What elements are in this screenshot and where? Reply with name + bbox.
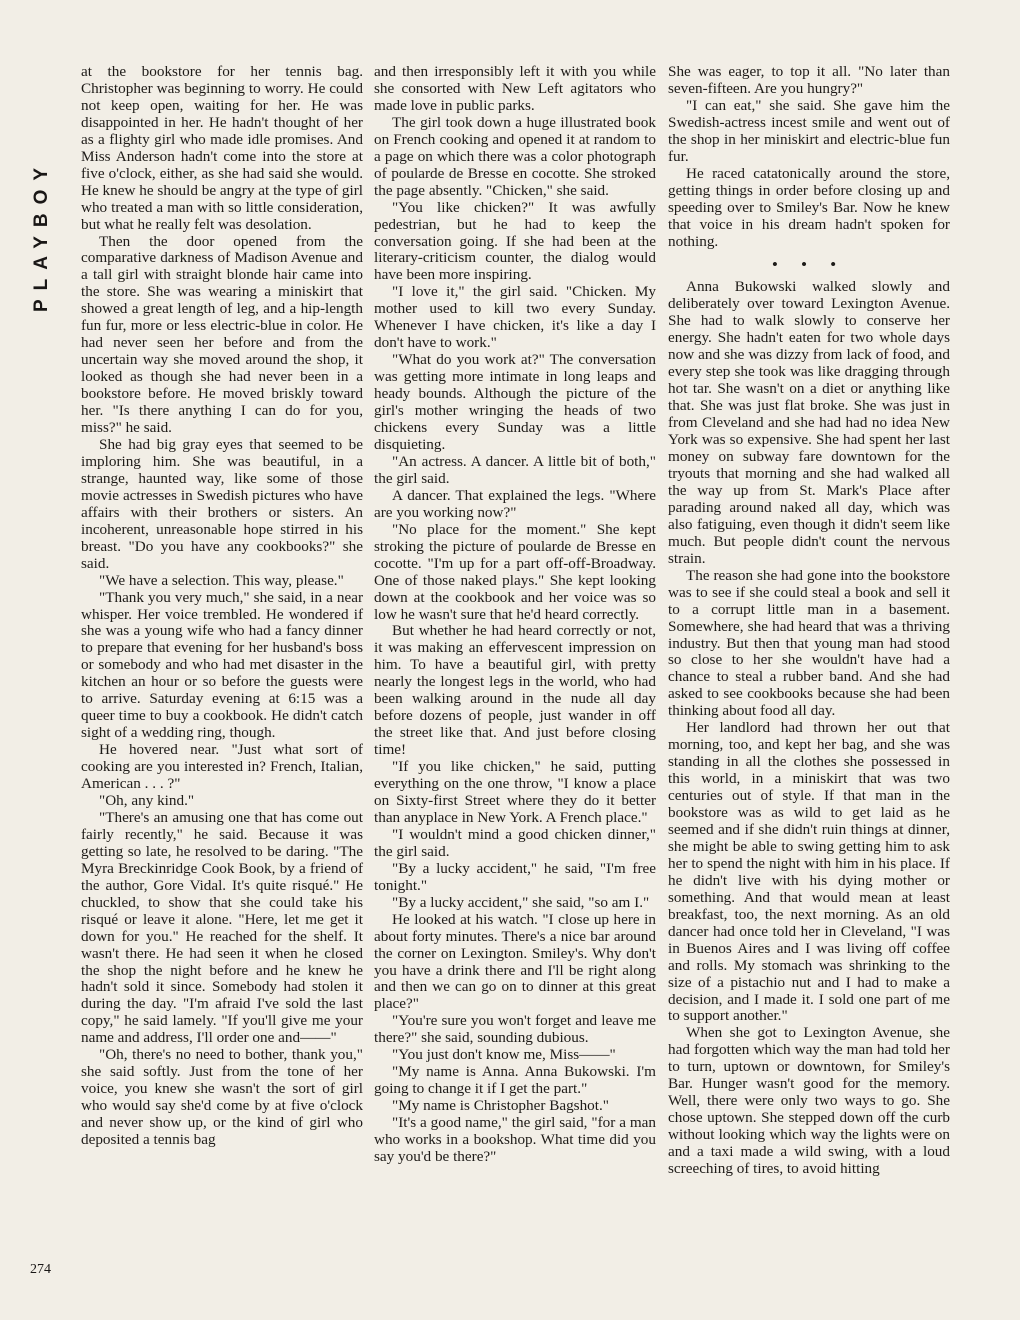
- paragraph: "An actress. A dancer. A little bit of both," the girl said.: [374, 452, 656, 487]
- paragraph: "My name is Christopher Bagshot.": [392, 1097, 609, 1115]
- paragraph: Anna Bukowski walked slowly and deliberately over toward Lexington Avenue. She had to walk slowly to conserve her energy. She hadn't eaten for two whole days now and she was dizzy from lack of food, and every step she took was like dragging through hot tar. She wasn't on a diet or anything like that. She was just flat broke. She was just in from Cleveland and she had had no idea New York was so expensive. She had spent her last money on subway fare downtown for the tryouts that morning and she had walked all the way up from St. Mark's Place after parading around naked all day, which was also fatiguing, even though it didn't seem like much. But people didn't count the nervous strain.: [668, 278, 950, 567]
- paragraph: "If you like chicken," he said, putting everything on the one throw, "I know a place on Sixty-first Street where they do it better than anyplace in New York. A French place.": [374, 758, 656, 826]
- paragraph: The reason she had gone into the bookstore was to see if she could steal a book and sell it to a corrupt little man in a basement. Somewhere, she had heard that was a thriving industry. But then that young man had stood so close to her she wouldn't have had a chance to steal a rubber band. And she had asked to see cookbooks because she had been thinking about food all day.: [668, 566, 950, 720]
- paragraph: "What do you work at?" The conversation was getting more intimate in long leaps and heady bounds. Although the picture of the girl's mother wringing the heads of two chickens every Sunday was a little disquieting.: [374, 351, 656, 453]
- paragraph: He hovered near. "Just what sort of cooking are you interested in? French, Italian, American . . . ?": [81, 741, 363, 793]
- paragraph: She had big gray eyes that seemed to be imploring him. She was beautiful, in a strange, haunted way, like some of those movie actresses in Swedish pictures who have affairs with their brothers or sisters. An incoherent, unreasonable hope stirred in his breast. "Do you have any cookbooks?" she said.: [81, 435, 363, 572]
- paragraph: The girl took down a huge illustrated book on French cooking and opened it at random to a page on which there was a color photograph of poularde de Bresse en cocotte. She stroked the page absently. "Chicken," she said.: [374, 113, 656, 199]
- masthead: [28, 62, 58, 322]
- page-number: 274: [30, 1262, 51, 1277]
- section-break: • • •: [772, 256, 846, 274]
- paragraph: "We have a selection. This way, please.": [99, 571, 344, 589]
- paragraph: "Oh, any kind.": [99, 791, 195, 809]
- paragraph: "You like chicken?" It was awfully pedestrian, but he had to keep the conversation going. If she had been at the literary-criticism counter, the dialog would have been more inspiring.: [374, 198, 656, 284]
- paragraph: "I wouldn't mind a good chicken dinner," the girl said.: [374, 825, 656, 860]
- paragraph: Then the door opened from the comparative darkness of Madison Avenue and a tall girl with straight blonde hair came into the store. She was wearing a miniskirt that showed a great length of leg, and a hip-length fun fur, more or less electric-blue in color. He had never seen her before and from the uncertain way she moved around the shop, it looked as though she had never been in a bookstore before. He moved briskly toward her. "Is there anything I can do for you, miss?" he said.: [81, 232, 363, 437]
- paragraph: He raced catatonically around the store, getting things in order before closing up and speeding over to Smiley's Bar. Now he knew that voice in his dream hadn't spoken for nothing.: [668, 164, 950, 250]
- paragraph: But whether he had heard correctly or not, it was making an effervescent impression on him. To have a beautiful girl, with pretty nearly the longest legs in the world, who had been walking around in the nude all day before dozens of people, just wander in off the street like that. And just before closing time!: [374, 622, 656, 759]
- text-column-1: [81, 64, 363, 1149]
- paragraph: A dancer. That explained the legs. "Where are you working now?": [374, 486, 656, 521]
- paragraph: "It's a good name," the girl said, "for a man who works in a bookshop. What time did you say you'd be there?": [374, 1114, 656, 1165]
- paragraph: "You're sure you won't forget and leave me there?" she said, sounding dubious.: [374, 1012, 656, 1047]
- paragraph: "There's an amusing one that has come out fairly recently," he said. Because it was getting so late, he resolved to be daring. "The Myra Breckinridge Cook Book, by a friend of the author, Gore Vidal. It's quite risqué." He chuckled, to show that she could take his risqué or leave it alone. "Here, let me get it down for you." He reached for the shelf. It wasn't there. He had seen it when he closed the shop the night before and he knew he hadn't sold it since. Somebody had stolen it during the day. "I'm afraid I've sold the last copy," he said lamely. "If you'll give me your name and address, I'll order one and——": [81, 808, 363, 1047]
- paragraph: "My name is Anna. Anna Bukowski. I'm going to change it if I get the part.": [374, 1063, 656, 1098]
- paragraph: "No place for the moment." She kept stroking the picture of poularde de Bresse en cocotte. "I'm up for a part off-off-Broadway. One of those naked plays." She kept looking down at the cookbook and her voice was so low he wasn't sure that he'd heard correctly.: [374, 520, 656, 623]
- text-column-3: [668, 64, 950, 1178]
- paragraph: "By a lucky accident," she said, "so am I.": [392, 893, 650, 911]
- paragraph: "Thank you very much," she said, in a near whisper. Her voice trembled. He wondered if she was a young wife who had a fancy dinner to prepare that evening for her husband's boss or somebody and who had met disaster in the kitchen an hour or so before the guests were to arrive. Saturday evening at 6:15 was a queer time to buy a cookbook. He didn't catch sight of a wedding ring, though.: [81, 588, 363, 742]
- paragraph: When she got to Lexington Avenue, she had forgotten which way the man had told her to turn, uptown or downtown, for Smiley's Bar. Hunger wasn't good for the memory. Well, there were only two ways to go. She chose uptown. She stepped down off the curb without looking which way the lights were on and a taxi made a wild swing, with a loud screeching of tires, to avoid hitting: [668, 1024, 950, 1178]
- paragraph: "Oh, there's no need to bother, thank you," she said softly. Just from the tone of her voice, you knew she wasn't the sort of girl who would say she'd come by at five o'clock and never show up, or the kind of girl who deposited a tennis bag: [81, 1046, 363, 1149]
- paragraph: and then irresponsibly left it with you while she consorted with New Left agitators who made love in public parks.: [374, 63, 656, 114]
- paragraph: "I love it," the girl said. "Chicken. My mother used to kill two every Sunday. Whenever I have chicken, it's like a day I don't have to work.": [374, 283, 656, 352]
- paragraph: "By a lucky accident," he said, "I'm free tonight.": [374, 859, 656, 894]
- text-column-2: [374, 64, 656, 1166]
- paragraph: "I can eat," she said. She gave him the Swedish-actress incest smile and went out of the shop in her miniskirt and electric-blue fun fur.: [668, 96, 950, 165]
- paragraph: at the bookstore for her tennis bag. Christopher was beginning to worry. He could not keep open, waiting for her. He was disappointed in her. He hadn't thought of her as a flighty girl who made idle promises. And Miss Anderson hadn't come into the store at five o'clock, either, as she had said she would. He knew he should be angry at the type of girl who treated a man with so little consideration, but what he really felt was desolation.: [81, 63, 363, 233]
- paragraph: "You just don't know me, Miss——": [392, 1046, 616, 1064]
- paragraph: She was eager, to top it all. "No later than seven-fifteen. Are you hungry?": [668, 63, 950, 97]
- paragraph: He looked at his watch. "I close up here in about forty minutes. There's a nice bar around the corner on Lexington. Smiley's. Why don't you have a drink there and I'll be right along and then we can go on to dinner at this great place?": [374, 910, 656, 1013]
- paragraph: Her landlord had thrown her out that morning, too, and kept her bag, and she was standing in all the clothes she possessed in this world, in a miniskirt that was two centuries out of style. If that man in the bookstore was as wild to get laid as he seemed and if she didn't ruin things at dinner, she might be able to swing getting him to ask her to spend the night with him in his place. If he didn't live with his dying mother or something. And that would mean at least breakfast, too, the next morning. As an old dancer had once told her in Cleveland, "I was in Buenos Aires and I was living off coffee and rolls. My stomach was shrinking to the size of a pistachio nut and I had to make a decision, and I made it. I sold one part of me to support another.": [668, 719, 950, 1025]
- masthead-title: PLAYBOY: [31, 158, 52, 312]
